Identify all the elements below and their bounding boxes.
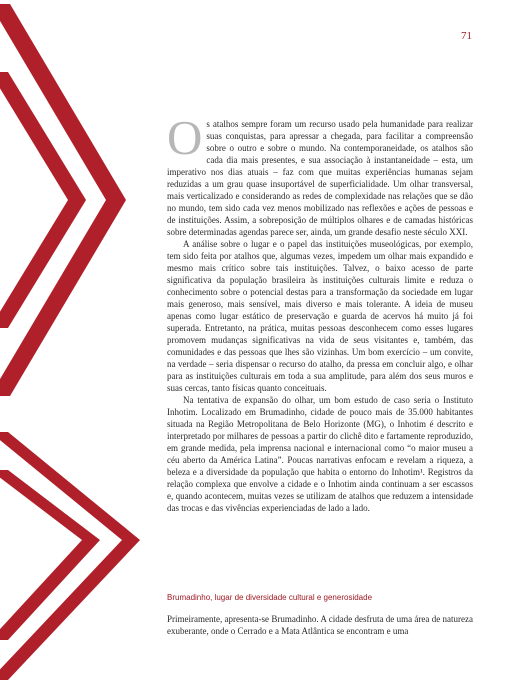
page-number: 71 <box>461 30 472 42</box>
chevron-decoration <box>0 0 160 680</box>
article-body <box>167 110 473 514</box>
section-paragraph-1: Primeiramente, apresenta-se Brumadinho. A cidade desfruta de uma área de natureza exuberante, onde o Cerrado e a Mata Atlântica se encontram e uma <box>167 614 473 636</box>
chevron-band-1 <box>0 4 126 396</box>
paragraph-1-text: s atalhos sempre foram um recurso usado pela humanidade para realizar suas conquistas, para apressar a chegada, para facilitar a compreensão sobre o outro e sobre o mundo. Na contemporaneidade, os atalhos são cada dia mais presentes, e sua associação à instantaneidade – esta, um imperativo nos dias atuais – faz com que muitas experiências humanas sejam reduzidas a um grau quase insuportável de superficialidade. Um olhar transversal, mais verticalizado e considerando as redes de complexidade nas relações que se dão no mundo, tem sido cada vez menos mobilizado nas reflexões e ações de pessoas e de instituições. Assim, a sobreposição de múltiplos olhares e de camadas históricas sobre determinadas agendas parece ser, ainda, um grande desafio neste século XXI. <box>167 119 473 237</box>
section-heading: Brumadinho, lugar de diversidade cultural e generosidade <box>167 593 373 602</box>
paragraph-1 <box>167 110 473 238</box>
paragraph-3: Na tentativa de expansão do olhar, um bom estudo de caso seria o Instituto Inhotim. Localizado em Brumadinho, cidade de pouco mais de 35.000 habitantes situada na Região Metropolitana de Belo Horizonte (MG), o Inhotim é descrito e interpretado por milhares de pessoas a partir do clichê dito e fartamente reproduzido, em grande medida, pela imprensa nacional e internacional como “o maior museu a céu aberto da América Latina”. Poucas narrativas enfocam e revelam a riqueza, a beleza e a diversidade da população que habita o entorno do Inhotim¹. Registros da relação complexa que envolve a cidade e o Inhotim ainda continuam a ser escassos e, quando acontecem, muitas vezes se utilizam de atalhos que reduzem a intensidade das trocas e das vivências experienciadas de lado a lado. <box>167 395 473 513</box>
drop-cap: O <box>167 110 203 165</box>
chevron-band-2 <box>0 72 86 328</box>
paragraph-2: A análise sobre o lugar e o papel das instituições museológicas, por exemplo, tem sido feita por atalhos que, algumas vezes, impedem um olhar mais expandido e mesmo mais crítico sobre tais instituições. Talvez, o baixo acesso de parte significativa da população brasileira às instituições culturais limite e reduza o conhecimento sobre o potencial destas para a transformação da sociedade em lugar mais generoso, mais sensível, mais diverso e mais tolerante. A ideia de museu apenas como lugar estático de preservação e guarda de acervos há muito já foi superada. Entretanto, na prática, muitas pessoas desconhecem como esses lugares promovem mudanças significativas na vida de seus visitantes e, também, das comunidades e das pessoas que lhes são vizinhas. Um bom exercício – um convite, na verdade – seria dispensar o recurso do atalho, da pressa em concluir algo, e olhar para as instituições culturais em toda a sua amplitude, para além dos seus muros e suas cercas, tanto físicas quanto conceituais. <box>167 239 473 393</box>
section-body <box>167 613 473 637</box>
